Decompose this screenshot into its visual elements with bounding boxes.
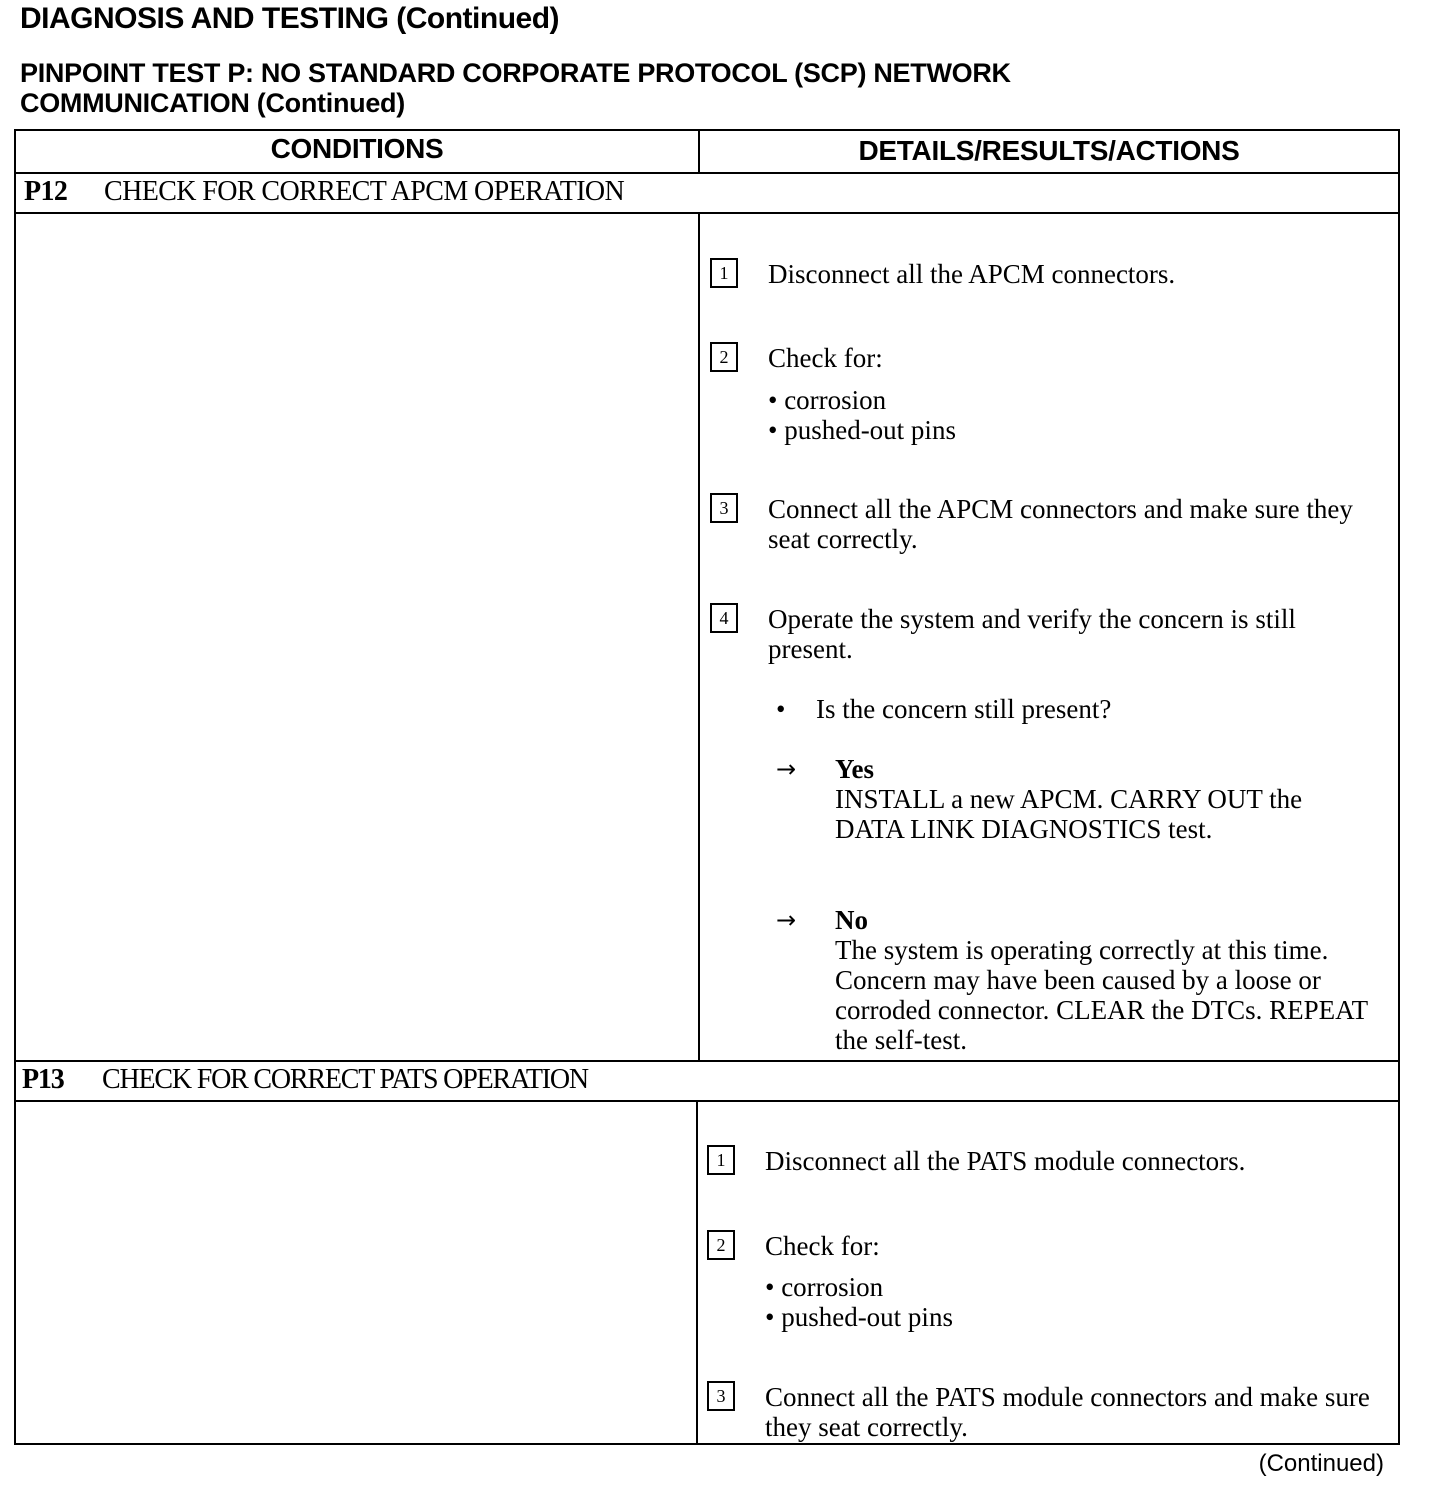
p12-no-text: The system is operating correctly at this time. Concern may have been caused by a loose or corroded connector. CLEAR the DTCs. REPEAT the self-test.: [835, 935, 1368, 1055]
p12-id: P12: [24, 176, 68, 207]
bullet-icon: •: [768, 415, 778, 445]
column-header-details: DETAILS/RESULTS/ACTIONS: [858, 135, 1240, 166]
p12-no-answer: [835, 905, 1390, 1055]
p12-title: CHECK FOR CORRECT APCM OPERATION: [104, 176, 625, 207]
p12-step3-text: Connect all the APCM connectors and make sure they seat correctly.: [768, 494, 1353, 554]
header-divider: [14, 172, 1400, 174]
p13-step2-text: Check for:: [765, 1231, 880, 1261]
p13-title: CHECK FOR CORRECT PATS OPERATION: [102, 1064, 588, 1095]
bullet-icon: •: [776, 694, 786, 724]
p12-step2-text: Check for:: [768, 343, 883, 373]
p12-step4-number: 4: [710, 603, 738, 633]
test-subtitle-line2: COMMUNICATION (Continued): [20, 88, 405, 118]
p12-no-label: No: [835, 905, 868, 935]
p12-check-item-2: • pushed-out pins: [768, 415, 956, 445]
p12-yes-answer: [835, 754, 1375, 844]
p13-step3-text: Connect all the PATS module connectors and make sure they seat correctly.: [765, 1382, 1370, 1442]
p13-section-title: [22, 1064, 588, 1096]
p13-step3-number: 3: [707, 1381, 735, 1411]
column-divider-p12: [698, 212, 700, 1060]
p13-title-divider: [14, 1100, 1400, 1102]
column-divider-p13: [696, 1100, 698, 1445]
p13-step1-number: 1: [707, 1145, 735, 1175]
p12-section-title: [24, 176, 624, 208]
p13-top-divider: [14, 1060, 1400, 1062]
continued-note: (Continued): [1258, 1450, 1384, 1477]
p12-step2-number: 2: [710, 342, 738, 372]
bullet-icon: •: [768, 385, 778, 415]
p13-id: P13: [22, 1064, 64, 1095]
p12-step1-text: Disconnect all the APCM connectors.: [768, 259, 1176, 289]
test-subtitle-line1: PINPOINT TEST P: NO STANDARD CORPORATE PROTOCOL (SCP) NETWORK: [20, 58, 1011, 88]
no-arrow-icon: →: [776, 906, 797, 934]
p13-check-item-1: • corrosion: [765, 1272, 884, 1302]
p12-yes-text: INSTALL a new APCM. CARRY OUT the DATA LINK DIAGNOSTICS test.: [835, 784, 1303, 844]
p12-check-item-1: • corrosion: [768, 385, 887, 415]
p12-yes-label: Yes: [835, 754, 874, 784]
bullet-icon: •: [765, 1272, 775, 1302]
column-header-conditions: CONDITIONS: [270, 133, 444, 164]
p12-title-divider: [14, 212, 1400, 214]
p12-step4-text: Operate the system and verify the concern is still present.: [768, 604, 1296, 664]
p12-step3-number: 3: [710, 493, 738, 523]
test-subtitle: [20, 58, 1011, 118]
p13-step1-text: Disconnect all the PATS module connectors.: [765, 1146, 1246, 1176]
p12-step1-number: 1: [710, 258, 738, 288]
page-title: DIAGNOSIS AND TESTING (Continued): [20, 2, 560, 35]
p13-step2-number: 2: [707, 1230, 735, 1260]
p12-question: • Is the concern still present?: [776, 694, 1112, 724]
p13-check-item-2: • pushed-out pins: [765, 1302, 953, 1332]
bullet-icon: •: [765, 1302, 775, 1332]
yes-arrow-icon: →: [776, 755, 797, 783]
